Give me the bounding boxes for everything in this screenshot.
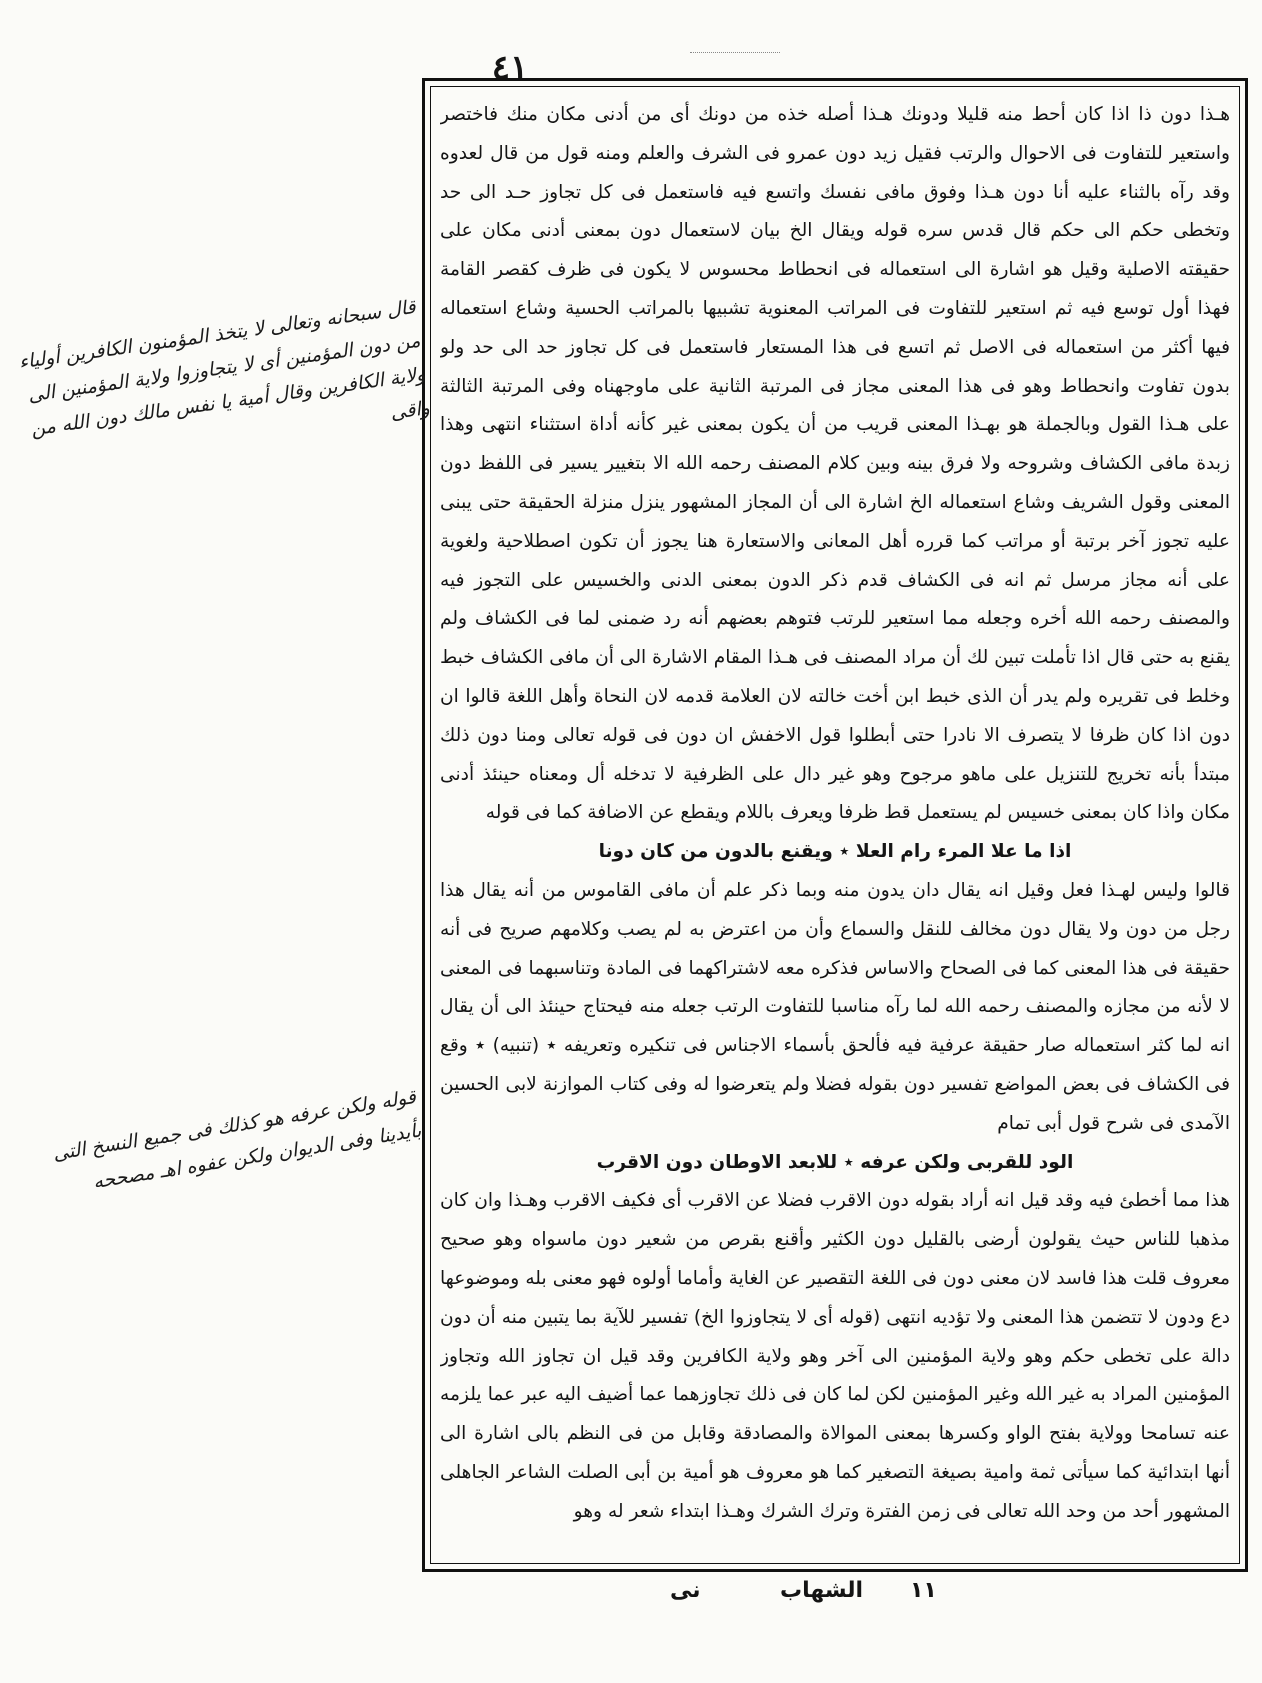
paragraph: هذا مما أخطئ فيه وقد قيل انه أراد بقوله دون الاقرب فضلا عن الاقرب أى فكيف الاقرب وهـذا وان كان مذهبا للناس حيث يقولون أرضى بالقليل دون الكثير وأقنع بقرص من شعير دون ماسواه وهو صحيح معروف قلت هذا فاسد لان معنى دون فى اللغة التقصير عن الغاية وأماما أولوه فهو معنى بله وموضوعها دع ودون لا تتضمن هذا المعنى ولا تؤديه انتهى (قوله أى لا يتجاوزوا الخ) تفسير للآية بما يتبين منه أن دون دالة على تخطى حكم وهو ولاية المؤمنين الى آخر وهو ولاية الكافرين وقد قيل ان تجاوز الله وتجاوز المؤمنين المراد به غير الله وغير المؤمنين لكن لما كان فى ذلك تجاوزهما عما أضيف اليه عبر عما يلزمه عنه تسامحا وولاية بفتح الواو وكسرها بمعنى الموالاة والمصادقة وقابل من فى النظم بالى اشارة الى أنها ابتدائية كما سيأتى ثمة وامية بصيغة التصغير كما هو معروف هو أمية بن أبى الصلت الشاعر الجاهلى المشهور أحد من وحد الله تعالى فى زمن الفترة وترك الشرك وهـذا ابتداء شعر له وهو xyxy=(440,1190,1230,1522)
margin-note-correction: قوله ولكن عرفه هو كذلك فى جميع النسخ التى بأيدينا وفى الديوان ولكن عفوه اهـ مصححه xyxy=(51,1085,423,1194)
verse-line: اذا ما علا المرء رام العلا ٭ ويقنع بالدون من كان دونا xyxy=(598,841,1072,863)
verse-line: الود للقربى ولكن عرفه ٭ للابعد الاوطان دون الاقرب xyxy=(596,1151,1074,1173)
page-footer xyxy=(620,1578,1020,1618)
top-rule xyxy=(690,52,780,53)
paragraph: هـذا دون ذا اذا كان أحط منه قليلا ودونك هـذا أصله خذه من دونك أى من أدنى مكان منك فاختصر واستعير للتفاوت فى الاحوال والرتب فقيل زيد دون عمرو فى الشرف والعلم ومنه قول من قال لعدوه وقد رآه بالثناء عليه أنا دون هـذا وفوق مافى نفسك واتسع فيه فاستعمل فى كل تجاوز حـد الى حد وتخطى حكم الى حكم قال قدس سره قوله ويقال الخ بيان لاستعمال دون بمعنى أدنى مكان على حقيقته الاصلية وقيل هو اشارة الى استعماله فى انحطاط محسوس لا يكون فى ظرف كقصر القامة فهذا أول توسع فيه ثم استعير للتفاوت فى المراتب المعنوية تشبيها بالمراتب الحسية وشاع استعماله فيها أكثر من استعماله فى الاصل ثم اتسع فى هذا المستعار فاستعمل فى كل تجاوز حد الى حد ولو بدون تفاوت وانحطاط وهو فى هذا المعنى مجاز فى المرتبة الثانية على ماوجهناه وفى المرتبة الثالثة على هـذا القول وبالجملة هو بهـذا المعنى قريب من أن يكون بمعنى غير كأنه أداة استثناء انتهى وهذا زبدة مافى الكشاف وشروحه ولا فرق بينه وبين كلام المصنف رحمه الله الا بتغيير يسير فى اللفظ دون المعنى وقول الشريف وشاع استعماله الخ اشارة الى أن المجاز المشهور ينزل منزلة الحقيقة حتى يبنى عليه تجوز آخر برتبة أو مراتب كما قرره أهل المعانى والاستعارة هنا يجوز أن تكون اصطلاحية ولغوية على أنه مجاز مرسل ثم انه فى الكشاف قدم ذكر الدون بمعنى الدنى والخسيس على التجوز فيه والمصنف رحمه الله أخره وجعله مما استعير للرتب فتوهم بعضهم أنه رد ضمنى لما فى الكشاف ولم يقنع به حتى قال اذا تأملت تبين لك أن مراد المصنف فى هـذا المقام الاشارة الى أن مافى الكشاف خبط وخلط فى تقريره ولم يدر أن الذى خبط ابن أخت خالته لان العلامة قدمه لان النحاة وأهل اللغة قالوا ان دون اذا كان ظرفا لا يتصرف الا نادرا حتى أبطلوا قول الاخفش ان دون فى قوله تعالى ومنا دون ذلك مبتدأ بأنه تخريج للتنزيل على ماهو مرجوح وهو غير دال على الظرفية لا تدخله أل ومعناه حينئذ أدنى مكان واذا كان بمعنى خسيس لم يستعمل قط ظرفا ويعرف باللام ويقطع عن الاضافة كما فى قوله xyxy=(440,104,1230,824)
footer-page-number: ١١ xyxy=(910,1578,937,1603)
page-number: ٤١ xyxy=(491,48,529,88)
footer-signature: نى xyxy=(670,1578,701,1603)
margin-note-quran: قال سبحانه وتعالى لا يتخذ المؤمنون الكافرين أولياء من دون المؤمنين أى لا يتجاوزوا ولاية المؤمنين الى ولاية الكافرين وقال أمية يا نفس مالك دون الله من واقى xyxy=(17,295,432,441)
paragraph: قالوا وليس لهـذا فعل وقيل انه يقال دان يدون منه وبما ذكر علم أن مافى القاموس من أنه يقال هذا رجل من دون ولا يقال دون مخالف للنقل والسماع وأن من اعترض به لم يصب وكلامهم صريح فى أنه حقيقة فى هذا المعنى كما فى الصحاح والاساس فذكره معه لاشتراكهما فى المادة وتناسبهما فى المعنى لا لأنه من مجازه والمصنف رحمه الله لما رآه مناسبا للتفاوت الرتب جعله منه فيحتاج حينئذ الى أن يقال انه لما كثر استعماله صار حقيقة عرفية فيه فألحق بأسماء الاجناس فى تنكيره وتعريفه ٭ (تنبيه) ٭ وقع فى الكشاف فى بعض المواضع تفسير دون بقوله فضلا ولم يتعرضوا له وفى كتاب الموازنة لابى الحسين الآمدى فى شرح قول أبى تمام xyxy=(440,879,1230,1134)
footer-title: الشهاب xyxy=(780,1578,864,1603)
main-text-block xyxy=(440,96,1230,1554)
